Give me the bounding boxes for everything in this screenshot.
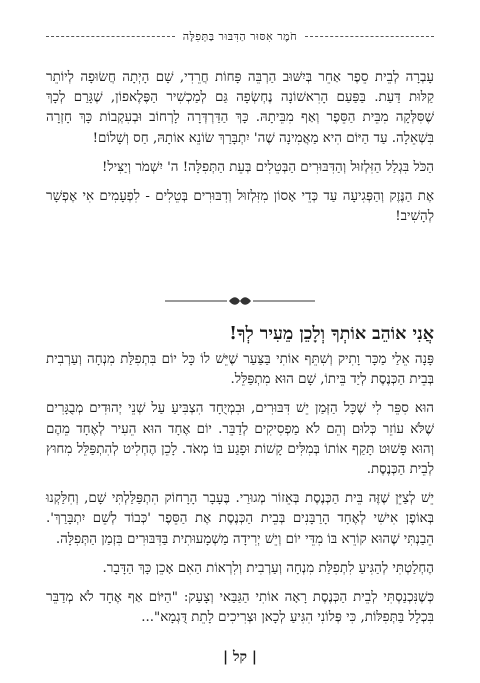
- ornament-divider: [165, 296, 315, 306]
- paragraph: פָּנָה אֵלַי מַכָּר וָתִיק וְשִׁתֵּף אוֹתִי בַּצַּעַר שֶׁיֵּשׁ לוֹ כָּל יוֹם בִּתְפִלַּת מִנְחָה וְעַרְבִית בְּבֵית הַכְּנֶסֶת לְיַד בֵּיתוֹ, שָׁם הוּא מִתְפַּלֵּל.: [46, 352, 434, 388]
- body-text-bottom: [46, 350, 434, 637]
- running-head-rule-right: [305, 36, 434, 37]
- paragraph: הוּא סִפֵּר לִי שֶׁכָּל הַזְּמַן יֵשׁ דִּבּוּרִים, וּבִמְיֻחָד הִצְבִּיעַ עַל שְׁנֵי יְהוּדִים מְבֻגָּרִים שֶׁלֹּא עוֹזֵר כְּלוּם וְהֵם לֹא מַפְסִיקִים לְדַבֵּר. יוֹם אֶחָד הוּא הֵעִיר לְאֶחָד מֵהֶם וְהוּא פָּשׁוּט תָּקַף אוֹתוֹ בְּמִלִּים קָשׁוֹת וּפָגַע בּוֹ מְאֹד. לָכֵן הֶחְלִיט לְהִתְפַּלֵּל מִחוּץ לְבֵית הַכְּנֶסֶת.: [46, 401, 434, 478]
- paragraph: אֶת הַנֶּזֶק וְהַפְּגִיעָה עַד כְּדֵי אָסוֹן מִזִּלְזוּל וְדִבּוּרִים בְּטֵלִים - לִפְעָמִים אִי אֶפְשָׁר לְהָשִׁיב!: [46, 189, 434, 225]
- body-text-top: [46, 68, 434, 236]
- paragraph: עָבְרָה לְבֵית סֵפֶר אַחֵר בְּיִשּׁוּב הַרְבֵּה פָּחוֹת חֲרֵדִי, שָׁם הָיְתָה חֲשׂוּפָה לְיוֹתֵר קַלּוּת דַּעַת. בַּפַּעַם הָרִאשׁוֹנָה נֶחְשְׂפָה גַּם לְמַכְשִׁיר הַפֶּלֶאפוֹן, שֶׁגָּרַם לְכָךְ שֶׁסִּלְּקָה מִבֵּית הַסֵּפֶר וְאַף מִבֵּיתָהּ. כָּךְ הַדַּרְדְּרָה לָרְחוֹב וּבְעִקְבוֹת כָּךְ חָזְרָה בִּשְׁאֵלָה. עַד הַיּוֹם הִיא מַאֲמִינָה שֶׁה' יִתְבָּרַךְ שׂוֹנֵא אוֹתָהּ, חַס וְשָׁלוֹם!: [46, 70, 434, 146]
- paragraph: הֶחְלַטְתִּי לְהַגִּיעַ לִתְפִלַּת מִנְחָה וְעַרְבִית וְלִרְאוֹת הַאִם אָכֵן כָּךְ הַדָּבָר.: [102, 560, 434, 576]
- running-head: [46, 28, 434, 44]
- paragraph: כְּשֶׁנִּכְנַסְתִּי לְבֵית הַכְּנֶסֶת רָאָה אוֹתִי הַגַּבַּאי וְצָעַק: "הַיּוֹם אַף אֶחָד לֹא מְדַבֵּר בִּכְלָל בַּתְּפִלּוֹת, כִּי פְּלוֹנִי הִגִּיעַ לְכָאן וּצְרִיכִים לָתֵת דֻּגְמָא"...: [46, 590, 434, 626]
- running-head-rule-left: [46, 36, 175, 37]
- page-number: | קל |: [223, 649, 257, 665]
- section-title: אֲנִי אוֹהֵב אוֹתְךָ וְלָכֵן מֵעִיר לְךָ!: [229, 324, 434, 344]
- paragraph: הַכֹּל בִּגְלַל הַזִּלְזוּל וְהַדִּבּוּרִים הַבְּטֵלִים בְּעֵת הַתְּפִלָּה! ה' יִשְׁמֹר וְיַצִּיל!: [101, 159, 434, 175]
- running-head-title: חֹמֶר אִסּוּר הַדִּבּוּר בַּתְּפִלָּה: [182, 29, 298, 43]
- paragraph: יֵשׁ לְצַיֵּן שֶׁזֶּה בֵּית הַכְּנֶסֶת בְּאֵזוֹר מְגוּרַי. בֶּעָבָר הָרָחוֹק הִתְפַּלַּלְתִּי שָׁם, וְחִלַּקְנוּ בְּאוֹפֶן אִישִׁי לְאֶחָד הָרַבָּנִים בְּבֵית הַכְּנֶסֶת אֶת הַסֵּפֶר 'כְּבוֹד לְשֵׁם יִתְבָּרַךְ'. הֵבַנְתִּי שֶׁהוּא קוֹרֵא בּוֹ מִדֵּי יוֹם וְיֵשׁ יְרִידָה מַשְׁמָעוּתִית בַּדִּבּוּרִים בִּזְמַן הַתְּפִלָּה.: [46, 491, 434, 547]
